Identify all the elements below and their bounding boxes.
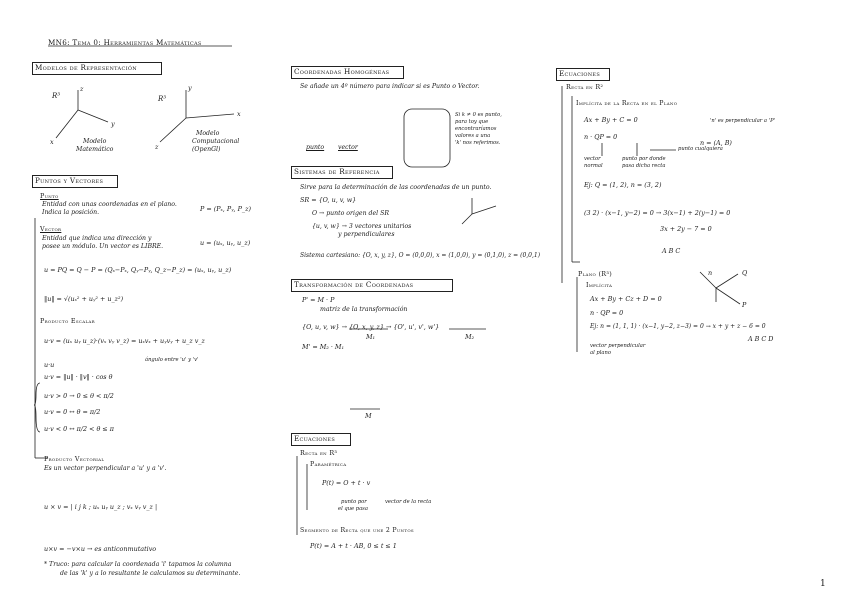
plane-n-label: n: [708, 269, 713, 277]
escalar-cos: u·v = ‖u‖ · ‖v‖ · cos θ: [44, 373, 113, 381]
punto-caption: punto: [306, 144, 325, 151]
case-1: u·v > 0 → 0 ≤ θ < π/2: [44, 392, 114, 400]
segmento-formula: P(t) = A + t · AB, 0 ≤ t ≤ 1: [310, 542, 397, 550]
axis-z-comp: z: [155, 143, 159, 151]
truco-line-2: de las 'k' y a lo resultante le calculamos su determinante.: [60, 570, 241, 577]
plano-implicita: Implícita: [586, 282, 613, 289]
homog-desc: Se añade un 4º número para indicar si es Punto o Vector.: [300, 83, 480, 90]
note-vector: vector: [584, 156, 601, 162]
plano-abcd: A B C D: [748, 335, 774, 343]
vectorial-formula: u × v = | i j k ; uₓ uᵧ u_z ; vₓ vᵧ v_z |: [44, 503, 158, 511]
transf-matrix-note: matriz de la transformación: [320, 306, 408, 313]
axis-x-math: x: [50, 138, 54, 146]
punto-formula: P = (Pₓ, Pᵧ, P_z): [200, 205, 251, 213]
sr-vectors: {u, v, w} → 3 vectores unitarios: [312, 223, 412, 230]
transf-chain: {O, u, v, w} → {O, x, y, z} → {O', u', v', w'}: [302, 323, 440, 331]
param-note-1: punto por: [341, 499, 367, 505]
section-title-sistemas: Sistemas de Referencia: [294, 167, 380, 176]
modelo-comp-label: Modelo: [196, 130, 220, 137]
anticonmutativo: u×v = −v×u → es anticonmutativo: [44, 545, 157, 553]
plano-ej: Ej: n = (1, 1, 1) · (x−1, y−2, z−3) = 0 → x + y + z − 6 = 0: [590, 323, 766, 330]
recta-np: n · QP = 0: [584, 133, 618, 141]
implicita-recta: Implícita de la Recta en el Plano: [576, 100, 678, 107]
recta-ej-3: 3x + 2y − 7 = 0: [660, 225, 712, 233]
transf-m1: M₁: [366, 333, 376, 341]
subtitle-escalar: Producto Escalar: [40, 317, 95, 325]
section-title-ec3: Ecuaciones: [559, 69, 601, 78]
axis-y-math: y: [111, 120, 115, 128]
case-3: u·v < 0 ↔ π/2 < θ ≤ π: [44, 425, 114, 433]
param-note-2: el que pasa: [338, 506, 368, 512]
axis-x-comp: x: [237, 110, 241, 118]
plano-note-1: vector perpendicular: [590, 343, 646, 349]
escalar-angle-note: ángulo entre 'u' y 'v': [145, 357, 199, 363]
recta-ej: Ej: Q = (1, 2), n = (3, 2): [584, 181, 662, 189]
recta-perp-note: 'n' es perpendicular a 'P': [710, 118, 776, 124]
subtitle-vectorial: Producto Vectorial: [44, 455, 105, 463]
vector-formula: u = (uₓ, uᵧ, u_z): [200, 239, 251, 247]
plano-title: Plano (R³): [578, 270, 613, 278]
recta-abc: A B C: [662, 247, 681, 255]
plane-axes: [700, 269, 740, 304]
recta-formula: Ax + By + C = 0: [584, 116, 638, 124]
cartesian-system: Sistema cartesiano: {O, x, y, z}, O = (0,0,0), x = (1,0,0), y = (0,1,0), z = (0,0,1): [300, 252, 541, 259]
modulo-formula: ‖u‖ = √(uₓ² + uᵧ² + u_z²): [44, 295, 124, 303]
plane-q-label: Q: [742, 269, 748, 277]
section-title-transf: Transformación de Coordenadas: [294, 280, 414, 289]
pq-formula: u = PQ = Q − P = (Qₓ−Pₓ, Qᵧ−Pᵧ, Q_z−P_z) = (uₓ, uᵧ, u_z): [44, 266, 232, 274]
vector-caption: vector: [338, 144, 358, 151]
vector-desc-1: Entidad que indica una dirección y: [42, 235, 152, 242]
recta-r2: Recta en R²: [566, 83, 604, 91]
plane-p-label: P: [742, 301, 747, 309]
section-title-ec2: Ecuaciones: [294, 434, 336, 443]
parametrica: Paramétrica: [310, 461, 347, 468]
axis-z-math: z: [80, 85, 84, 93]
modelo-comp-label-2: Computacional: [192, 138, 240, 145]
plano-note-2: al plano: [590, 350, 611, 356]
recta-r3: Recta en R³: [300, 449, 338, 457]
vectorial-desc: Es un vector perpendicular a 'u' y a 'v'.: [44, 465, 167, 472]
vector-desc-2: posee un módulo. Un vector es LIBRE.: [42, 243, 164, 250]
homog-note-3: encontraríamos: [455, 126, 497, 132]
section-title-modelos: Modelos de Representación: [35, 63, 137, 72]
plano-formula: Ax + By + Cz + D = 0: [590, 295, 662, 303]
page-number: 1: [820, 579, 826, 589]
sr-axes: [462, 198, 496, 224]
modelo-mat-label: Modelo: [83, 138, 107, 145]
section-title-puntos: Puntos y Vectores: [35, 176, 104, 185]
plano-np: n · QP = 0: [590, 309, 624, 317]
modelo-comp-label-3: (OpenGl): [192, 146, 221, 153]
page-title: MN6: Tema 0: Herramientas Matemáticas: [48, 38, 202, 47]
note-normal: normal: [584, 163, 603, 169]
sr-vectors-2: y perpendiculares: [338, 231, 395, 238]
homog-note-4: valores a una: [455, 133, 491, 139]
note-punto-cualquiera: punto cualquiera: [678, 146, 723, 152]
note-punto-donde: punto por donde: [622, 156, 666, 162]
punto-desc-1: Entidad con unas coordenadas en el plano.: [42, 201, 177, 208]
r3-label-comp: R³: [158, 95, 167, 103]
transf-compose: M' = M₂ · M₁: [302, 343, 345, 351]
escalar-uu: u·u: [44, 361, 55, 369]
homog-note-1: Si k ≠ 0 es punto,: [455, 112, 502, 118]
note-pasa-recta: pasa dicha recta: [622, 163, 666, 169]
subtitle-vector: Vector: [40, 225, 62, 233]
sr-def: SR = {O, u, v, w}: [300, 196, 357, 204]
homog-note-5: 'k' nos referimos.: [455, 140, 501, 146]
modelo-mat-label-2: Matemático: [76, 146, 114, 153]
transf-m2: M₂: [465, 333, 475, 341]
sr-origin: O → punto origen del SR: [312, 210, 390, 217]
axes-math-diagram: [56, 90, 108, 138]
homog-note-2: para toy que: [455, 119, 489, 125]
n-vector: n = (A, B): [700, 139, 732, 147]
transf-eq: P' = M · P: [302, 296, 335, 304]
param-note-3: vector de la recta: [385, 499, 432, 505]
transf-matrix-label: M: [365, 412, 372, 420]
case-2: u·v = 0 ↔ θ = π/2: [44, 408, 101, 416]
section-title-homog: Coordenadas Homogéneas: [294, 67, 390, 76]
sistemas-desc: Sirve para la determinación de las coordenadas de un punto.: [300, 184, 492, 191]
r3-label-math: R³: [52, 92, 61, 100]
punto-desc-2: Indica la posición.: [42, 209, 100, 216]
subtitle-punto: Punto: [40, 192, 59, 200]
segmento: Segmento de Recta que une 2 Puntos: [300, 527, 414, 534]
param-formula: P(t) = O + t · v: [322, 479, 371, 487]
axis-y-comp: y: [188, 84, 192, 92]
escalar-formula: u·v = (uₓ uᵧ u_z)·(vₓ vᵧ v_z) = uₓvₓ + uᵧvᵧ + u_z v_z: [44, 337, 205, 345]
truco-line-1: * Truco: para calcular la coordenada 'i' tapamos la columna: [44, 561, 232, 568]
recta-ej-2: (3 2) · (x−1, y−2) = 0 → 3(x−1) + 2(y−1) = 0: [584, 209, 731, 217]
